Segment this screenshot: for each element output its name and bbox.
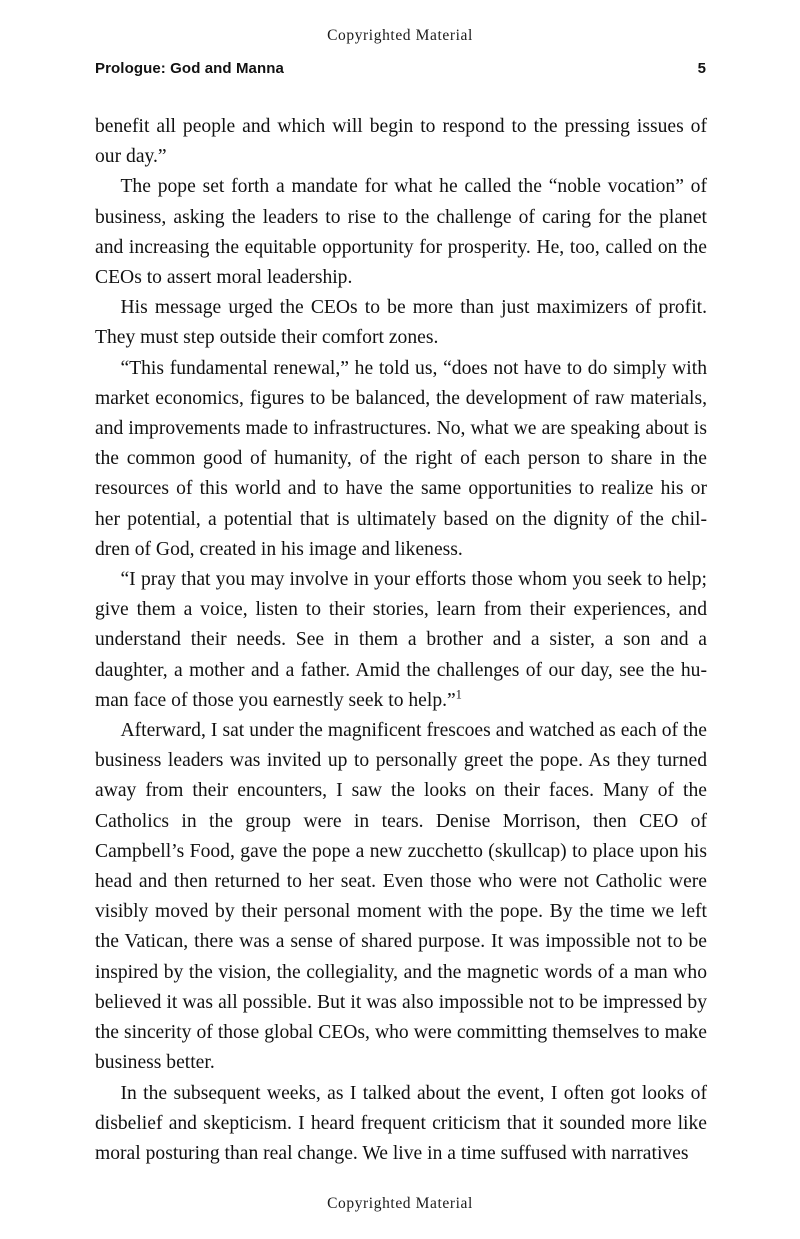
footnote-marker: 1 [455, 687, 462, 702]
copyright-watermark-bottom: Copyrighted Material [327, 1195, 473, 1212]
running-head [95, 60, 706, 77]
paragraph: The pope set forth a mandate for what he called the “noble vocation” of business, asking the leaders to rise to the challenge of caring for the planet and increasing the equitable opportunity for prosperity. He, too, called on the CEOs to assert moral leadership. [95, 176, 707, 289]
paragraph: benefit all people and which will begin to respond to the pressing issues of our day.” [95, 116, 707, 168]
paragraph: Afterward, I sat under the magnificent frescoes and watched as each of the business leaders was invited up to personally greet the pope. As they turned away from their encounters, I saw the looks on their faces. Many of the Catholics in the group were in tears. Denise Morrison, then CEO of Campbell’s Food, gave the pope a new zucchetto (skullcap) to place upon his head and then returned to her seat. Even those who were not Catholic were visibly moved by their personal moment with the pope. By the time we left the Vatican, there was a sense of shared purpose. It was impossible not to be inspired by the vision, the collegiality, and the magnetic words of a man who believed it was all possible. But it was also impossible not to be impressed by the sincerity of those global CEOs, who were committing themselves to make business better. [95, 720, 707, 1074]
paragraph: His message urged the CEOs to be more than just maximizers of profit. They must step outside their comfort zones. [95, 297, 707, 349]
copyright-watermark-top: Copyrighted Material [327, 27, 473, 44]
paragraph: “This fundamental renewal,” he told us, “does not have to do simply with market economics, figures to be balanced, the development of raw materials, and improvements made to infrastructures. No, what we are speaking about is the common good of humanity, of the right of each person to share in the resources of this world and to have the same opportunities to realize his or her potential, a potential that is ultimately based on the dignity of the chil-dren of God, created in his image and likeness. [95, 357, 707, 560]
running-head-title: Prologue: God and Manna [95, 60, 284, 77]
page-body-text [95, 112, 707, 1169]
page-number: 5 [697, 60, 706, 77]
paragraph: In the subsequent weeks, as I talked about the event, I often got looks of disbelief and skepticism. I heard frequent criticism that it sounded more like moral posturing than real change. We live in a time suffused with narratives [95, 1082, 707, 1164]
paragraph: “I pray that you may involve in your efforts those whom you seek to help; give them a voice, listen to their stories, learn from their experiences, and understand their needs. See in them a brother and a sister, a son and a daughter, a mother and a father. Amid the challenges of our day, see the hu-man face of those you earnestly seek to help.”$^1$ [95, 569, 707, 711]
